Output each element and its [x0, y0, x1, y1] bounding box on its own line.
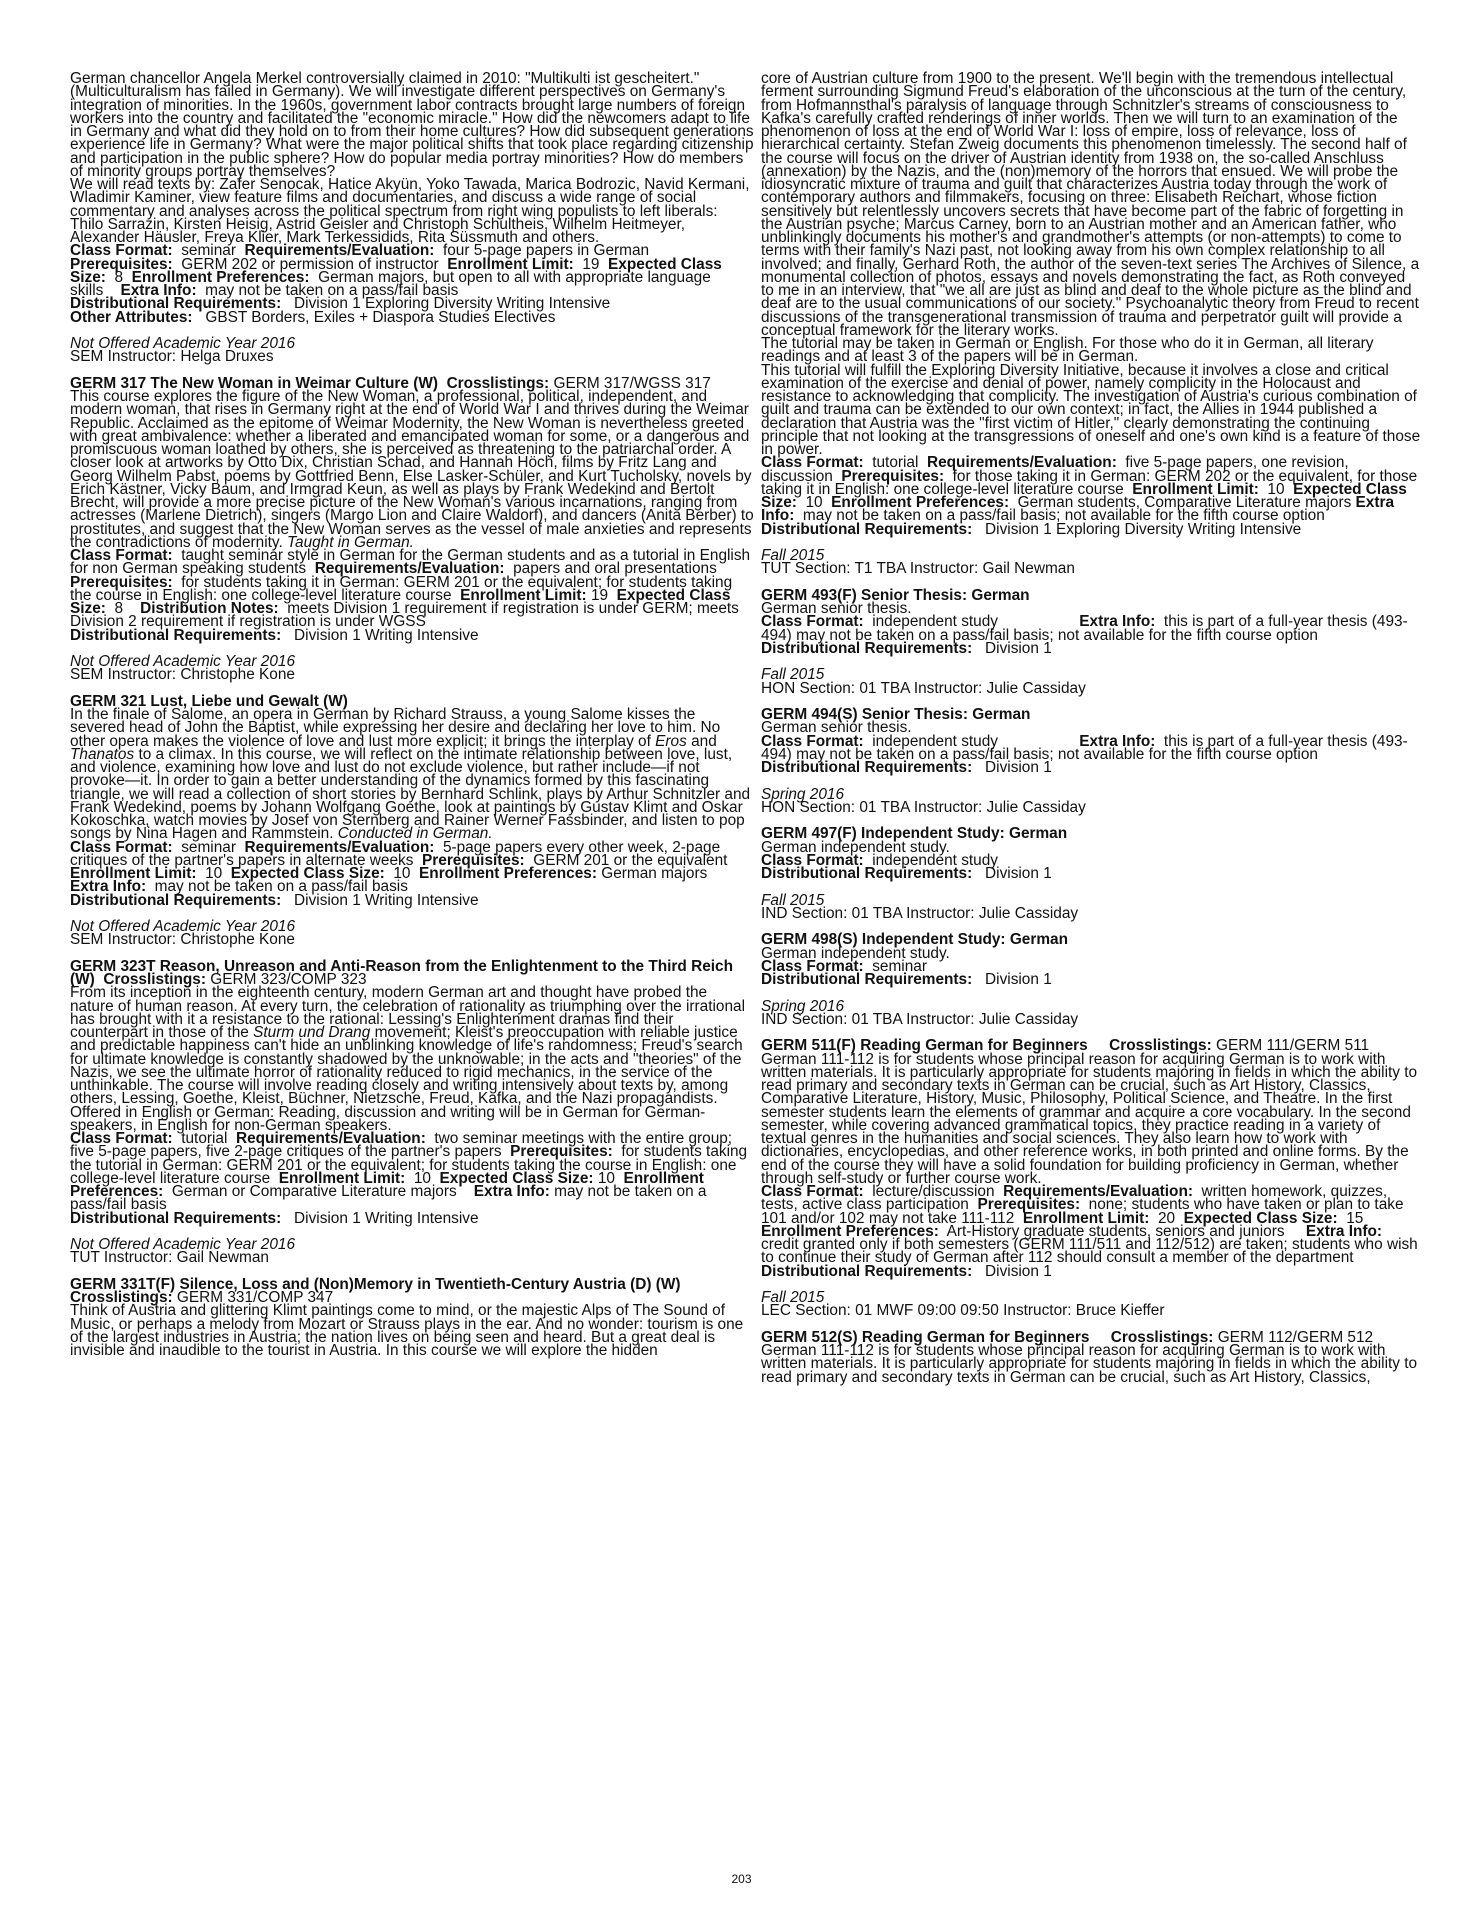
distributional: Division 1 Writing Intensive	[294, 1209, 479, 1227]
course-description: German independent study.	[761, 838, 950, 856]
class-format-label: Class Format:	[761, 1183, 864, 1200]
extra-info: this is part of a full-year thesis (493-494) may not be taken on a pass/fail basis; not available for the fifth course option	[761, 613, 1408, 644]
enrollment-limit: 10	[413, 1169, 431, 1187]
course-block-germ317	[70, 374, 754, 684]
prerequisites-label: Prerequisites:	[70, 255, 173, 273]
term: Not Offered Academic Year 2016	[70, 653, 296, 670]
course-details	[761, 732, 1421, 763]
extra-info-label: Extra Info:	[70, 878, 147, 896]
enrollment-preferences: German majors	[601, 865, 708, 882]
distributional: Division 1	[985, 971, 1052, 988]
class-format-label: Class Format:	[70, 547, 173, 564]
distributional-row	[761, 867, 1421, 880]
page-number: 203	[731, 1872, 752, 1886]
requirements-label: Requirements/Evaluation:	[926, 454, 1117, 472]
course-details	[70, 549, 754, 629]
distributional-label: Distributional Requirements:	[70, 295, 282, 313]
distributional: Division 1	[985, 865, 1052, 882]
term: Fall 2015	[761, 666, 825, 684]
distributional-label: Distributional Requirements:	[761, 759, 973, 776]
distributional-row	[761, 520, 1421, 538]
prerequisites-label: Prerequisites:	[70, 573, 173, 591]
prerequisites: GERM 201 or the equivalent	[533, 851, 728, 869]
enrollment-limit-label: Enrollment Limit:	[447, 255, 574, 273]
distributional: Division 1 Exploring Diversity Writing Intensive	[985, 520, 1302, 538]
course-block-germ331	[70, 1275, 754, 1359]
crosslistings-label: Crosslistings:	[1109, 1037, 1212, 1055]
extra-info: may not be taken on a pass/fail basis	[70, 1183, 707, 1214]
distributional: Division 1 Exploring Diversity Writing Intensive	[294, 295, 611, 313]
enrollment-limit: 19	[582, 255, 600, 273]
course-description: German chancellor Angela Merkel controversially claimed in 2010: "Multikulti ist gescheitert." (Multiculturalism has failed in Germany). We will investigate different perspectives on Germany's integration of minorities. In the 1960s, government labor contracts brought large numbers of foreign workers into the country and facilitated the "economic miracle." How did the newcomers adapt to life in Germany and what did they hold on to from their home cultures? How did subsequent generations experience life in Germany? What were the major political shifts that took place regarding citizenship and participation in the public sphere? How do popular media portray minorities? How do members of minority groups portray themselves?	[70, 70, 754, 180]
course-details	[70, 838, 754, 896]
section-instructor: HON Section: 01 TBA Instructor: Julie Cassiday	[761, 679, 1086, 697]
class-format: tutorial	[872, 454, 919, 472]
description-text: From its inception in the eighteenth century, modern German art and thought have probed the nature of human reason. At every turn, the celebration of rationality as triumphing over the irrational has brought with it a resistance to the rational: Lessing's Enlightenment dramas find their counterpart in those of the	[70, 984, 745, 1041]
class-size: 8	[114, 268, 124, 286]
prerequisites: none; students who have taken or plan to take 101 and/or 102 may not take 111-112	[761, 1196, 1404, 1227]
course-description: German 111-112 is for students whose principal reason for acquiring German is to work with written materials. It is particularly appropriate for students majoring in fields in which the ability to read primary and secondary texts in German can be crucial, such as Art History, Classics,	[761, 1342, 1418, 1386]
course-title: GERM 321 Lust, Liebe und Gewalt (W)	[70, 692, 348, 710]
course-details	[70, 1132, 754, 1212]
description-italic: Taught in German.	[287, 533, 414, 551]
course-description-language: Offered in English or German: Reading, discussion and writing will be in German for German-speakers, in English for non-German speakers.	[70, 1103, 706, 1134]
course-details	[70, 244, 754, 297]
term: Fall 2015	[761, 1289, 825, 1306]
course-title: GERM 494(S) Senior Thesis: German	[761, 706, 1031, 723]
crosslistings: GERM 331/COMP 347	[176, 1289, 334, 1306]
description-text-2: movement; Kleist's preoccupation with reliable justice and predictable happiness can't hide an unblinking knowledge of life's randomness; Freud's search for ultimate knowledge is constantly shadowed by the unknowable; in the acts and "theories" of the Nazis, we see the ultimate horror of rationality reduced to rigid mechanics, in the service of the unthinkable. The course will involve reading closely and writing intensively about texts by, among others, Lessing, Goethe, Kleist, Büchner, Nietzsche, Freud, Kafka, and the Nazi propagandists.	[70, 1024, 743, 1108]
section-instructor: TUT Instructor: Gail Newman	[70, 1249, 269, 1267]
class-format-label: Class Format:	[70, 1130, 173, 1147]
course-block-germ321	[70, 692, 754, 949]
class-format-label: Class Format:	[761, 851, 864, 869]
distribution-notes: meets Division 1 requirement if registration is under GERM; meets Division 2 requirement if registration is under WGSS	[70, 600, 739, 631]
term: Spring 2016	[761, 997, 845, 1015]
requirements: four 5-page papers in German	[442, 242, 650, 260]
course-title: GERM 317 The New Woman in Weimar Culture (W)	[70, 374, 438, 392]
prerequisites-label: Prerequisites:	[841, 467, 945, 485]
course-block-germ494	[761, 708, 1421, 814]
description-italic: Sturm und Drang	[253, 1024, 371, 1041]
course-details	[761, 615, 1421, 642]
extra-info-label: Extra Info:	[761, 494, 1395, 525]
distributional-label: Distributional Requirements:	[70, 1209, 282, 1227]
prerequisites: for students taking it in German: GERM 201 or the equivalent; for students taking the course in English: one college-level literature course	[70, 573, 733, 604]
section-instructor: IND Section: 01 TBA Instructor: Julie Cassiday	[761, 904, 1079, 922]
course-block-germ331-continued	[761, 72, 1421, 576]
distributional-row	[761, 1262, 1421, 1280]
prerequisites: for those taking it in German: GERM 202 or the equivalent, for those taking it in English: one college-level literature course	[761, 467, 1418, 498]
description-text: This course explores the figure of the New Woman, a professional, political, independent, and modern woman, that rises in Germany right at the end of World War I and thrives during the Weimar Republic. Acclaimed as the epitome of Weimar Modernity, the New Woman is nevertheless greeted with great ambivalence: whether a liberated and emancipated woman for some, or a dangerous and promiscuous woman loathed by others, she is perceived as threatening to the patriarchal order. A closer look at artworks by Otto Dix, Christian Schad, and Hannah Höch, films by Fritz Lang and Georg Wilhelm Pabst, poems by Gottfried Benn, Else Lasker-Schüler, and Kurt Tucholsky, novels by Erich Kästner, Vicky Baum, and Irmgrad Keun, as well as plays by Frank Wedekind and Bertolt Brecht, will provide a more precise picture of the New Woman's various incarnations, ranging from actresses (Marlene Dietrich), singers (Margo Lion and Claire Waldorf), and dancers (Anita Berber) to prostitutes, and suggest that the New Woman serves as the vessel of male anxieties and represents the contradictions of modernity.	[70, 388, 754, 551]
distributional-row	[761, 973, 1421, 986]
description-text-2: to a climax. In this course, we will reflect on the intimate relationship between love, lust, and violence, examining how love and lust do not exclude violence, but rather include—if not provoke—it. In order to gain a better understanding of the dynamics formed by this fascinating triangle, we will read a collection of short stories by Bernhard Schlink, plays by Arthur Schnitzler and Frank Wedekind, poems by Johann Wolfgang Goethe, look at paintings by Gustav Klimt and Oskar Kokoschka, watch movies by Josef von Sternberg and Rainer Werner Fassbinder, and listen to pop songs by Nina Hagen and Rammstein.	[70, 745, 751, 843]
distributional-label: Distributional Requirements:	[761, 865, 973, 882]
distributional-label: Distributional Requirements:	[761, 639, 973, 657]
enrollment-preferences: German majors, but open to all with appropriate language skills	[70, 268, 711, 299]
requirements: two seminar meetings with the entire group; five 5-page papers, five 2-page critiques of the partner's papers	[70, 1130, 733, 1161]
class-format: independent study	[872, 732, 998, 750]
other-attributes-label: Other Attributes:	[70, 308, 193, 326]
enrollment-preferences: Art-History graduate students, seniors and juniors	[946, 1222, 1285, 1240]
crosslistings-label: Crosslistings:	[103, 971, 206, 988]
course-title: GERM 512(S) Reading German for Beginners	[761, 1328, 1090, 1346]
course-details	[761, 1185, 1421, 1265]
enrollment-limit-label: Enrollment Limit:	[1132, 480, 1259, 498]
class-size-label: Expected Class Size:	[70, 255, 722, 286]
course-block-germ493	[761, 586, 1421, 697]
course-description: German senior thesis.	[761, 600, 912, 617]
extra-info-label: Extra Info:	[1305, 1222, 1383, 1240]
requirements-label: Requirements/Evaluation:	[244, 838, 435, 856]
course-description: German independent study.	[761, 944, 950, 962]
class-format-label: Class Format:	[70, 242, 173, 260]
class-format: seminar	[181, 838, 236, 856]
other-attributes: GBST Borders, Exiles + Diaspora Studies Electives	[205, 308, 556, 326]
section-instructor: SEM Instructor: Christophe Kone	[70, 931, 295, 949]
enrollment-preferences-label: Enrollment Preferences:	[131, 268, 310, 286]
class-format: tutorial	[181, 1130, 228, 1147]
class-size-label: Expected Class Size:	[1183, 1209, 1338, 1227]
extra-info-label: Extra Info:	[473, 1183, 550, 1200]
course-description	[70, 708, 754, 841]
course-block-germ498	[761, 933, 1421, 1026]
crosslistings-label: Crosslistings:	[446, 374, 550, 392]
course-title: GERM 498(S) Independent Study: German	[761, 931, 1069, 949]
term: Fall 2015	[761, 547, 825, 564]
left-column	[70, 72, 754, 1357]
section-instructor: HON Section: 01 TBA Instructor: Julie Cassiday	[761, 798, 1086, 816]
class-size: 8	[114, 600, 124, 617]
enrollment-limit: 10	[1267, 480, 1285, 498]
term: Not Offered Academic Year 2016	[70, 335, 296, 352]
class-size: 10	[805, 494, 823, 511]
extra-info: may not be taken on a pass/fail basis	[154, 878, 408, 896]
enrollment-preferences: German or Comparative Literature majors	[171, 1183, 457, 1200]
class-format: seminar	[872, 957, 927, 975]
class-format: independent study	[872, 613, 998, 631]
course-heading	[70, 957, 754, 988]
distributional: Division 1	[985, 639, 1052, 657]
course-title: GERM 493(F) Senior Thesis: German	[761, 586, 1030, 604]
course-description: German senior thesis.	[761, 719, 912, 737]
requirements: written homework, quizzes, tests, active class participation	[761, 1183, 1388, 1214]
class-format-label: Class Format:	[761, 454, 864, 472]
requirements-label: Requirements/Evaluation:	[235, 1130, 426, 1147]
course-description	[70, 984, 754, 1108]
section-instructor: IND Section: 01 TBA Instructor: Julie Cassiday	[761, 1010, 1079, 1028]
crosslistings-label: Crosslistings:	[1110, 1328, 1214, 1346]
right-column	[761, 72, 1421, 1384]
requirements-label: Requirements/Evaluation:	[244, 242, 435, 260]
distributional-label: Distributional Requirements:	[761, 1262, 973, 1280]
requirements: papers and oral presentations	[513, 560, 717, 578]
class-size-label: Expected Class Size:	[439, 1169, 594, 1187]
distributional: Division 1	[985, 759, 1052, 776]
course-block-germ323	[70, 957, 754, 1267]
requirements: 5-page papers every other week, 2-page critiques of the partner's papers in alternate weeks	[70, 838, 721, 869]
course-details	[761, 454, 1421, 525]
other-attributes-row	[70, 308, 754, 326]
course-title: GERM 497(F) Independent Study: German	[761, 825, 1068, 843]
distributional-label: Distributional Requirements:	[761, 520, 973, 538]
class-size-label: Expected Class Size:	[230, 865, 385, 882]
class-format-label: Class Format:	[70, 838, 173, 856]
crosslistings: GERM 111/GERM 511	[1216, 1037, 1370, 1055]
prerequisites: GERM 202 or permission of instructor	[181, 255, 439, 273]
requirements-label: Requirements/Evaluation:	[314, 560, 505, 578]
enrollment-preferences: German students, Comparative Literature majors	[1017, 494, 1352, 511]
term: Not Offered Academic Year 2016	[70, 918, 296, 935]
distributional-row	[761, 761, 1421, 774]
section-instructor: SEM Instructor: Helga Druxes	[70, 348, 274, 366]
class-format-label: Class Format:	[761, 957, 864, 975]
extra-info-label: Extra Info:	[1079, 613, 1156, 631]
term: Fall 2015	[761, 891, 825, 909]
class-size: 15	[1346, 1209, 1364, 1227]
requirements-label: Requirements/Evaluation:	[1003, 1183, 1193, 1200]
distribution-notes-label: Distribution Notes:	[140, 600, 279, 617]
extra-info: may not be taken on a pass/fail basis; not available for the fifth course option	[802, 507, 1325, 525]
prerequisites-label: Prerequisites:	[977, 1196, 1081, 1214]
distributional: Division 1 Writing Intensive	[294, 891, 479, 909]
class-format: seminar	[181, 242, 236, 260]
enrollment-limit-label: Enrollment Limit:	[70, 865, 197, 882]
course-title: GERM 511(F) Reading German for Beginners	[761, 1037, 1088, 1055]
section-instructor: SEM Instructor: Christophe Kone	[70, 666, 295, 684]
enrollment-preferences-label: Enrollment Preferences:	[419, 865, 597, 882]
extra-info: may not be taken on a pass/fail basis	[205, 282, 459, 299]
distributional-row	[70, 626, 754, 644]
course-block-multikulti	[70, 72, 754, 364]
enrollment-preferences-label: Enrollment Preferences:	[70, 1169, 704, 1200]
class-format-label: Class Format:	[761, 613, 864, 631]
enrollment-limit: 20	[1157, 1209, 1176, 1227]
distributional: Division 1	[985, 1262, 1052, 1280]
term: Not Offered Academic Year 2016	[70, 1236, 296, 1253]
course-title: GERM 331T(F) Silence, Loss and (Non)Memory in Twentieth-Century Austria (D) (W)	[70, 1275, 681, 1293]
course-description: German 111-112 is for students whose principal reason for acquiring German is to work with written materials. It is particularly appropriate for students majoring in fields in which the ability to read primary and secondary texts in German can be crucial, such as Art History, Classics, Comparative Literature, History, Music, Philosophy, Political Science, and Theatre. In the first semester students learn the elements of grammar and acquire a core vocabulary. In the second semester, while covering advanced grammatical topics, they practice reading in a variety of textual genres in the humanities and social sciences. They also learn how to work with dictionaries, encyclopedias, and other reference works, in both printed and online forms. By the end of the course they will have a solid foundation for building proficiency in German, whether through self-study or further course work.	[761, 1050, 1418, 1187]
term: Spring 2016	[761, 785, 845, 803]
distributional-row	[70, 1209, 754, 1227]
course-description-language: The tutorial may be taken in German or English. For those who do it in German, all literary readings and at least 3 of the papers will be in German.	[761, 335, 1374, 366]
section-instructor: TUT Section: T1 TBA Instructor: Gail Newman	[761, 560, 1075, 578]
class-format-label: Class Format:	[761, 732, 864, 750]
crosslistings: GERM 317/WGSS 317	[553, 374, 711, 392]
extra-info-label: Extra Info:	[1079, 732, 1156, 750]
requirements: five 5-page papers, one revision, discussion	[761, 454, 1349, 485]
class-size: 10	[393, 865, 411, 882]
class-format: taught seminar style in German for the German students and as a tutorial in English for non German speaking students	[70, 547, 751, 578]
distributional-row	[70, 891, 754, 909]
course-title: GERM 323T Reason, Unreason and Anti-Reason from the Enlightenment to the Third Reich (W)	[70, 957, 734, 988]
enrollment-preferences-label: Enrollment Preferences:	[831, 494, 1010, 511]
enrollment-limit: 10	[205, 865, 223, 882]
extra-info: this is part of a full-year thesis (493-494) may not be taken on a pass/fail basis; not available for the fifth course option	[761, 732, 1408, 763]
class-size: 10	[597, 1169, 615, 1187]
course-description	[70, 390, 754, 549]
enrollment-limit-label: Enrollment Limit:	[1022, 1209, 1150, 1227]
course-block-germ512	[761, 1328, 1421, 1386]
crosslistings: GERM 323/COMP 323	[210, 971, 367, 988]
distributional-label: Distributional Requirements:	[70, 626, 282, 644]
enrollment-preferences-label: Enrollment Preferences:	[761, 1222, 939, 1240]
enrollment-limit-label: Enrollment Limit:	[278, 1169, 406, 1187]
prerequisites-label: Prerequisites:	[422, 851, 525, 869]
class-size-label: Expected Class Size:	[761, 480, 1407, 511]
crosslistings-label: Crosslistings:	[70, 1289, 173, 1306]
description-and: and	[686, 732, 717, 750]
extra-info: credit granted only if both semesters (GERM 111/511 and 112/512) are taken; students who wish to continue their study of German after 112 should consult a member of the department	[761, 1236, 1418, 1267]
distributional-row	[761, 639, 1421, 657]
class-format: independent study	[872, 851, 998, 869]
distributional-label: Distributional Requirements:	[761, 971, 973, 988]
description-italic: Conducted in German.	[337, 825, 493, 843]
description-italic-thanatos: Thanatos	[70, 745, 135, 763]
prerequisites: for students taking the tutorial in German: GERM 201 or the equivalent; for students taking the course in English: one college-level literature course	[70, 1143, 748, 1187]
course-block-germ497	[761, 827, 1421, 920]
crosslistings: GERM 112/GERM 512	[1217, 1328, 1374, 1346]
course-block-germ511	[761, 1037, 1421, 1320]
class-size-label: Expected Class Size:	[70, 586, 731, 617]
course-description: Think of Austria and glittering Klimt paintings come to mind, or the majestic Alps of The Sound of Music, or perhaps a melody from Mozart or Strauss plays in the ear. And no wonder: tourism is one of the largest industries in Austria; the nation lives on being seen and heard. But a great deal is invisible and inaudible to the tourist in Austria. In this course we will explore the hidden	[70, 1302, 744, 1359]
course-description-diversity: This tutorial will fulfill the Exploring Diversity Initiative, because it involves a close and critical examination of the exercise and denial of power, namely complicity in the Holocaust and resistance to acknowledging that complicity. The investigation of Austria's curious combination of guilt and trauma can be extended to our own context; in fact, the Allies in 1944 published a declaration that Austria was the "first victim of Hitler," clearly demonstrating the continuing principle that not looking at the transgressions of oneself and one's own kind is a feature of those in power.	[761, 361, 1421, 458]
distributional: Division 1 Writing Intensive	[294, 626, 479, 644]
description-italic-eros: Eros	[655, 732, 687, 750]
distributional-label: Distributional Requirements:	[70, 891, 282, 909]
enrollment-limit: 19	[590, 586, 609, 604]
course-description-readings: We will read texts by: Zafer Senocak, Hatice Akyün, Yoko Tawada, Marica Bodrozic, Navid Kermani, Wladimir Kaminer, view feature films and documentaries, and discuss a wide range of social commentary and analyses across the political spectrum from right wing populists to left liberals: Thilo Sarrazin, Kirsten Heisig, Astrid Geisler and Christoph Schultheis, Wilhelm Heitmeyer, Alexander Häusler, Freya Klier, Mark Terkessidids, Rita Süssmuth and others.	[70, 176, 750, 246]
description-text: In the finale of Salome, an opera in German by Richard Strauss, a young Salome kisses the severed head of John the Baptist, while expressing her desire and declaring her love to him. No other opera makes the violence of love and lust more explicit; it brings the interplay of	[70, 706, 721, 750]
prerequisites-label: Prerequisites:	[510, 1143, 613, 1161]
enrollment-limit-label: Enrollment Limit:	[460, 586, 587, 604]
course-description: core of Austrian culture from 1900 to the present. We'll begin with the tremendous intellectual ferment surrounding Sigmund Freud's elaboration of the unconscious at the turn of the century, from Hofmannsthal's paralysis of language through Schnitzler's streams of consciousness to Kafka's carefully crafted renderings of inner worlds. Then we will turn to an examination of the phenomenon of loss at the end of World War I: loss of empire, loss of relevance, loss of hierarchical certainty. Stefan Zweig documents this phenomenon timelessly. The second half of the course will focus on the driver of Austrian identity from 1938 on, the so-called Anschluss (annexation) by the Nazis, and the (non)memory of the horrors that ensued. We will probe the idiosyncratic mixture of trauma and guilt that characterizes Austria today through the work of contemporary authors and filmmakers, focusing on three: Elisabeth Reichart, whose fiction sensitively but relentlessly uncovers secrets that have become part of the fabric of forgetting in the Austrian psyche; Marcus Carney, born to an Austrian mother and an American father, who unblinkingly documents his mother's and grandmother's attempts (or non-attempts) to come to terms with their family's Nazi past, not looking away from his own complex relationship to all involved; and finally, Gerhard Roth, the author of the seven-text series The Archives of Silence, a monumental collection of photos, essays and novels demonstrating the fact, as Roth conveyed to me in an interview, that "we all are just as blind and deaf to the whole picture as the blind and deaf are to the usual communications of our society." Psychoanalytic theory from Freud to recent discussions of the transgenerational transmission of trauma and perpetrator guilt will provide a conceptual framework for the literary works.	[761, 70, 1420, 339]
section-instructor: LEC Section: 01 MWF 09:00 09:50 Instructor: Bruce Kieffer	[761, 1302, 1165, 1320]
class-format: lecture/discussion	[872, 1183, 995, 1200]
extra-info-label: Extra Info:	[120, 282, 197, 299]
